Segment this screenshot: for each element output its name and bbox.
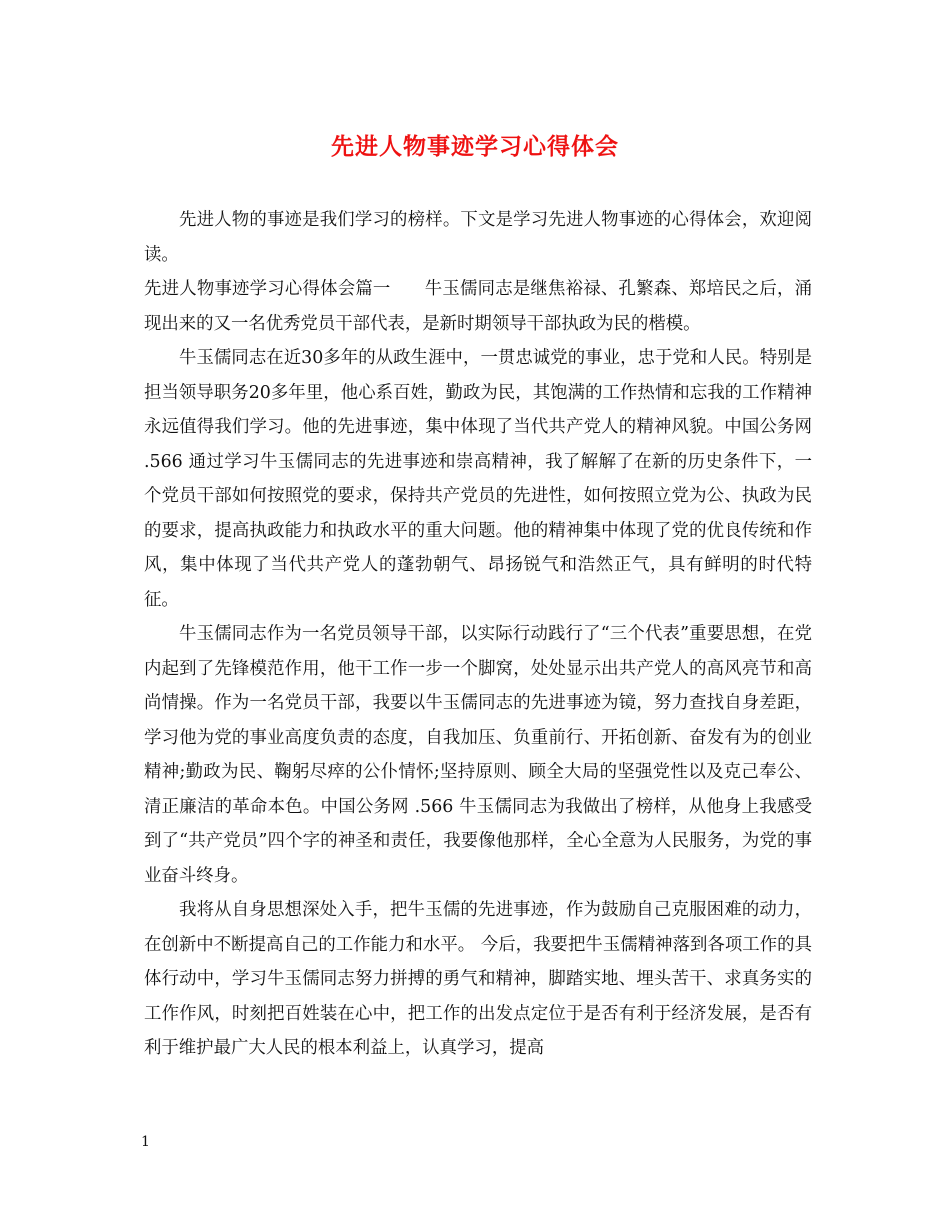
paragraph-4: 我将从自身思想深处入手，把牛玉儒的先进事迹，作为鼓励自己克服困难的动力，在创新中不断提高自己的工作能力和水平。 今后，我要把牛玉儒精神落到各项工作的具体行动中，学习牛玉儒同志努力拼搏的勇气和精神，脚踏实地、埋头苦干、求真务实的工作作风，时刻把百姓装在心中，把工作的出发点定位于是否有利于经济发展，是否有利于维护最广大人民的根本利益上，认真学习，提高 <box>144 900 812 1058</box>
paragraph-3: 牛玉儒同志作为一名党员领导干部，以实际行动践行了“三个代表”重要思想，在党内起到了先锋模范作用，他干工作一步一个脚窝，处处显示出共产党人的高风亮节和高尚情操。作为一名党员干部，我要以牛玉儒同志的先进事迹为镜，努力查找自身差距，学习他为党的事业高度负责的态度，自我加压、负重前行、开拓创新、奋发有为的创业精神;勤政为民、鞠躬尽瘁的公仆情怀;坚持原则、顾全大局的坚强党性以及克己奉公、清正廉洁的革命本色。中国公务网 .566 牛玉儒同志为我做出了榜样，从他身上我感受到了“共产党员”四个字的神圣和责任，我要像他那样，全心全意为人民服务，为党的事业奋斗终身。 <box>144 624 812 886</box>
section-first-paragraph <box>144 272 812 341</box>
paragraph-1: 牛玉儒同志是继焦裕禄、孔繁森、郑培民之后，涌现出来的又一名优秀党员干部代表，是新时期领导干部执政为民的楷模。 <box>144 279 812 334</box>
section-heading: 先进人物事迹学习心得体会篇一 <box>144 279 391 299</box>
paragraph-2: 牛玉儒同志在近30多年的从政生涯中，一贯忠诚党的事业，忠于党和人民。特别是担当领导职务20多年里，他心系百姓，勤政为民，其饱满的工作热情和忘我的工作精神永远值得我们学习。他的先进事迹，集中体现了当代共产党人的精神风貌。中国公务网 .566 通过学习牛玉儒同志的先进事迹和崇高精神，我了解解了在新的历史条件下，一个党员干部如何按照党的要求，保持共产党员的先进性，如何按照立党为公、执政为民的要求，提高执政能力和执政水平的重大问题。他的精神集中体现了党的优良传统和作风，集中体现了当代共产党人的蓬勃朝气、昂扬锐气和浩然正气，具有鲜明的时代特征。 <box>144 348 812 610</box>
intro-paragraph: 先进人物的事迹是我们学习的榜样。下文是学习先进人物事迹的心得体会，欢迎阅读。 <box>144 210 812 265</box>
page-number: 1 <box>141 1134 150 1150</box>
document-title: 先进人物事迹学习心得体会 <box>331 133 619 160</box>
document-body <box>144 203 812 1066</box>
